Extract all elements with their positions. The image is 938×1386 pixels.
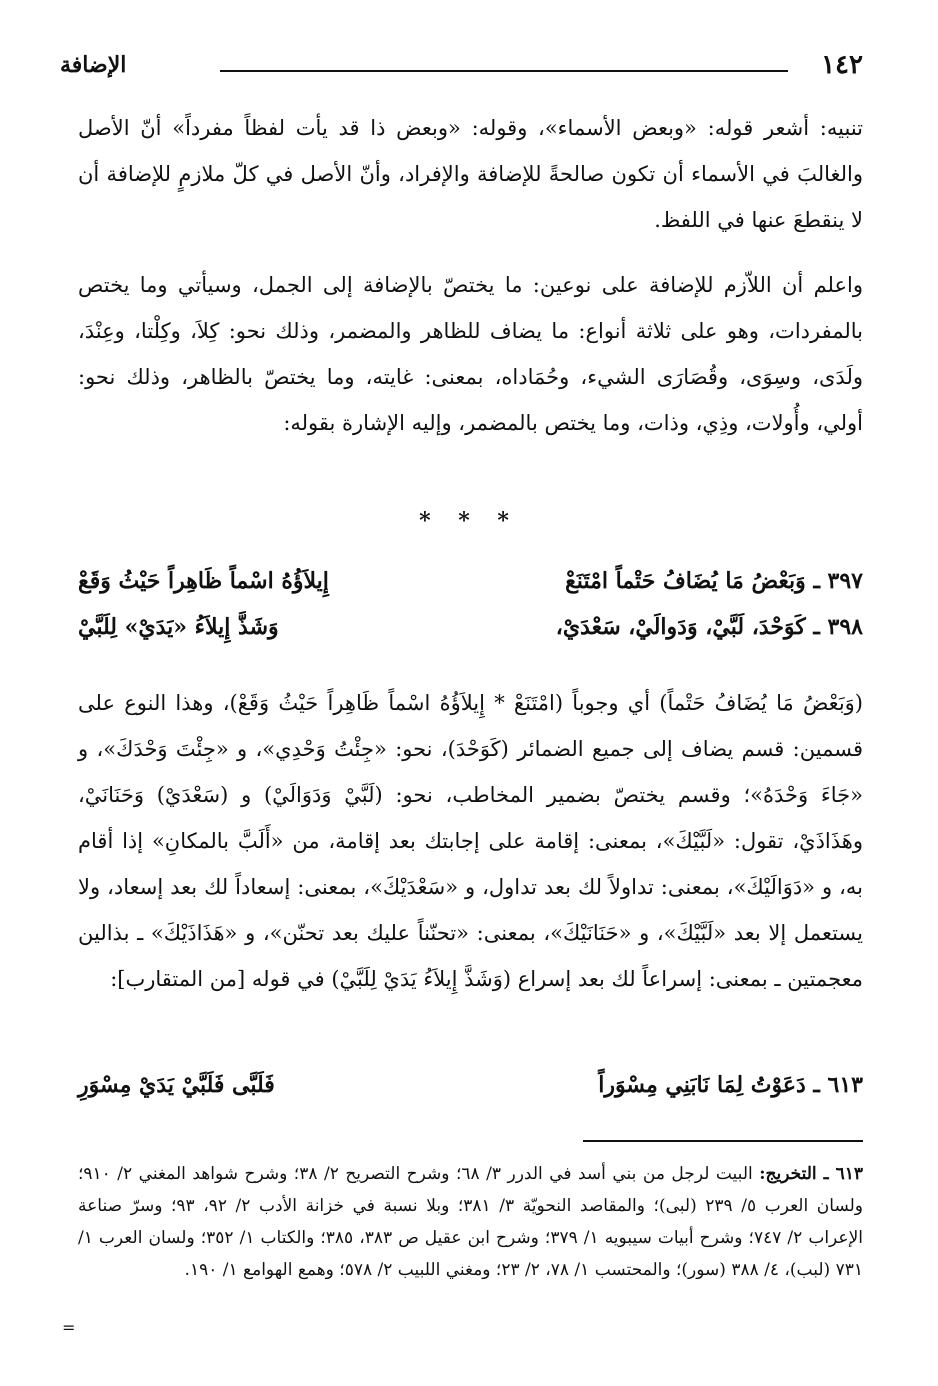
margin-mark: = [62, 1318, 76, 1337]
page-header [60, 50, 863, 90]
footnote-label: ٦١٣ ـ التخريج: [759, 1164, 863, 1184]
verse-398 [78, 614, 863, 660]
section-separator: * * * [419, 508, 519, 534]
header-rule [220, 70, 788, 72]
running-title: الإضافة [60, 52, 127, 78]
verse-second-half: فَلَبَّى فَلَبَّيْ يَدَيْ مِسْوَرِ [78, 1072, 275, 1098]
footnote [78, 1158, 863, 1286]
paragraph-note: تنبيه: أشعر قوله: «وبعض الأسماء»، وقوله: «وبعض ذا قد يأت لفظاً مفرداً» أنّ الأصل والغالبَ في الأسماء أن تكون صالحةً للإضافة والإفراد، وأنّ الأصل في كلّ ملازمٍ للإضافة أن لا ينقطعَ عنها في اللفظ. [78, 116, 863, 232]
verse-first-half: ٣٩٧ ـ وَبَعْضُ مَا يُضَافُ حَتْماً امْتَنَعْ [565, 568, 863, 594]
verse-second-half: وَشَذَّ إِيلاَءُ «يَدَيْ» لِلَبَّيْ [78, 614, 279, 640]
verse-second-half: إِيلاَؤُهُ اسْماً ظَاهِراً حَيْثُ وَقَعْ [78, 568, 329, 594]
verse-first-half: ٣٩٨ ـ كَوَحْدَ، لَبَّيْ، وَدَوالَيْ، سَعْدَيْ، [555, 614, 863, 640]
paragraph-commentary: (وَبَعْضُ مَا يُضَافُ حَتْماً) أي وجوباً (امْتَنَعْ * إِيلاَؤُهُ اسْماً ظَاهِراً حَيْثُ وَقَعْ)، وهذا النوع على قسمين: قسم يضاف إلى جميع الضمائر (كَوَحْدَ)، نحو: «جِئْتُ وَحْدِي»، و «جِئْتَ وَحْدَكَ»، و «جَاءَ وَحْدَهُ»؛ وقسم يختصّ بضمير المخاطب، نحو: (لَبَّيْ وَدَوَالَيْ) و (سَعْدَيْ) وَحَنَانَيْ، وهَذَاذَيْ، تقول: «لَبَّيْكَ»، بمعنى: إقامة على إجابتك بعد إقامة، من «أَلَبَّ بالمكانِ» إذا أقام به، و «دَوَالَيْكَ»، بمعنى: تداولاً لك بعد تداول، و «سَعْدَيْكَ»، بمعنى: إسعاداً لك بعد إسعاد، ولا يستعمل إلا بعد «لَبَّيْكَ»، و «حَنَانَيْكَ»، بمعنى: «تحنّناً عليك بعد تحنّن»، و «هَذَاذَيْكَ» ـ بذالين معجمتين ـ بمعنى: إسراعاً لك بعد إسراع (وَشَذَّ إِيلاَءُ يَدَيْ لِلَبَّيْ) في قوله [من المتقارب]: [78, 691, 863, 991]
page-number: ١٤٢ [821, 50, 863, 80]
verse-397 [78, 568, 863, 614]
verse-first-half: ٦١٣ ـ دَعَوْتُ لِمَا نَابَنِي مِسْوَراً [598, 1072, 863, 1098]
footnote-text: البيت لرجل من بني أسد في الدرر ٣/ ٦٨؛ وشرح التصريح ٢/ ٣٨؛ وشرح شواهد المغني ٢/ ٩١٠؛ ولسان العرب ٥/ ٢٣٩ (لبى)؛ والمقاصد النحويّة ٣/ ٣٨١؛ وبلا نسبة في خزانة الأدب ٢/ ٩٢، ٩٣؛ وسرّ صناعة الإعراب ٢/ ٧٤٧؛ وشرح أبيات سيبويه ١/ ٣٧٩؛ وشرح ابن عقيل ص ٣٨٣، ٣٨٥؛ والكتاب ١/ ٣٥٢؛ ولسان العرب ١/ ٧٣١ (لبب)، ٤/ ٣٨٨ (سور)؛ والمحتسب ١/ ٧٨، ٢/ ٢٣؛ ومغني اللبيب ٢/ ٥٧٨؛ وهمع الهوامع ١/ ١٩٠. [78, 1164, 863, 1280]
footnote-rule [583, 1140, 863, 1142]
verse-613 [78, 1072, 863, 1118]
paragraph-main: واعلم أن اللاّزم للإضافة على نوعين: ما يختصّ بالإضافة إلى الجمل، وسيأتي وما يختص بالمفردات، وهو على ثلاثة أنواع: ما يضاف للظاهر والمضمر، وذلك نحو: كِلاَ، وكِلْتا، وعِنْدَ، ولَدَى، وسِوَى، وقُصَارَى الشيء، وحُمَاداه، بمعنى: غايته، وما يختصّ بالظاهر، وذلك نحو: أولي، وأُولات، وذِي، وذات، وما يختص بالمضمر، وإليه الإشارة بقوله: [78, 273, 863, 435]
